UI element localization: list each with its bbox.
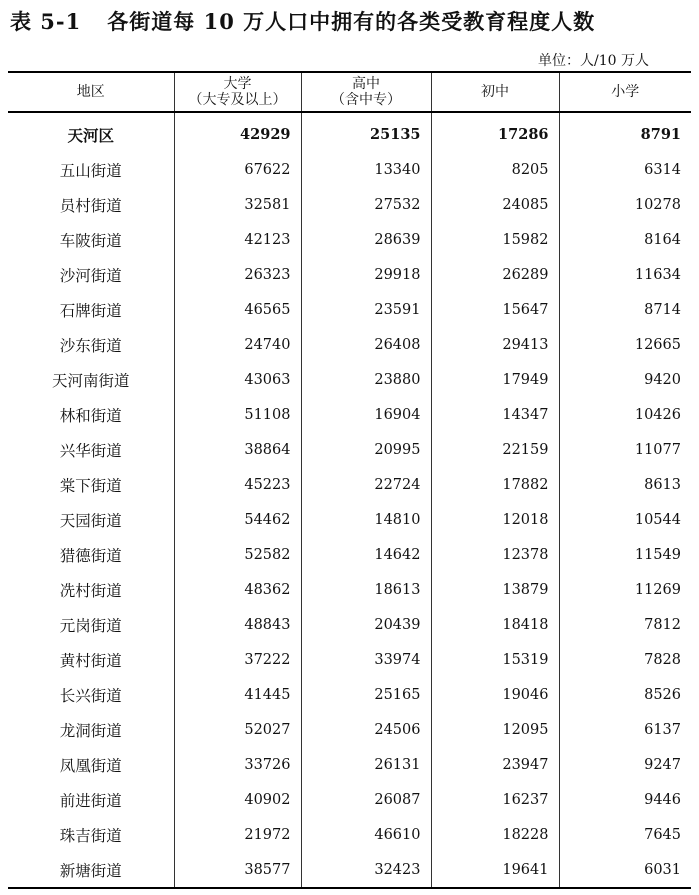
table-row [8, 257, 691, 292]
value-cell: 25165 [301, 677, 431, 712]
table-row [8, 327, 691, 362]
region-cell: 石牌街道 [59, 301, 122, 320]
value-cell: 33974 [301, 642, 431, 677]
value-cell: 16904 [301, 397, 431, 432]
value-cell: 32423 [301, 852, 431, 888]
value-cell: 14642 [301, 537, 431, 572]
value-cell: 54462 [174, 502, 301, 537]
value-cell: 43063 [174, 362, 301, 397]
region-cell: 员村街道 [59, 196, 122, 215]
value-cell: 20995 [301, 432, 431, 467]
value-cell: 32581 [174, 187, 301, 222]
value-cell: 10426 [559, 397, 691, 432]
region-cell: 天河南街道 [51, 371, 130, 390]
value-cell: 8526 [559, 677, 691, 712]
value-cell: 11269 [559, 572, 691, 607]
region-cell: 新塘街道 [8, 852, 174, 888]
value-cell: 46565 [174, 292, 301, 327]
value-cell: 6137 [559, 712, 691, 747]
region-cell: 沙东街道 [59, 336, 122, 355]
table-row [8, 502, 691, 537]
table-row [8, 397, 691, 432]
value-cell: 6314 [559, 152, 691, 187]
region-cell: 冼村街道 [59, 581, 122, 600]
value-cell: 41445 [174, 677, 301, 712]
value-cell: 18418 [431, 607, 559, 642]
value-cell: 11077 [559, 432, 691, 467]
table-row [8, 222, 691, 257]
education-table [8, 71, 691, 889]
value-cell: 9247 [559, 747, 691, 782]
region-cell: 前进街道 [59, 791, 122, 810]
unit-label: 单位：人/10 万人 [538, 53, 649, 69]
value-cell: 45223 [174, 467, 301, 502]
table-row [8, 782, 691, 817]
value-cell: 7828 [559, 642, 691, 677]
value-cell: 9446 [559, 782, 691, 817]
value-cell: 8613 [559, 467, 691, 502]
value-cell: 26087 [301, 782, 431, 817]
value-cell: 48843 [174, 607, 301, 642]
value-cell: 8164 [559, 222, 691, 257]
value-cell: 52027 [174, 712, 301, 747]
header-row [8, 72, 691, 112]
table-title [10, 6, 595, 36]
value-cell: 20439 [301, 607, 431, 642]
table-row [8, 607, 691, 642]
value-cell: 18228 [431, 817, 559, 852]
table-row [8, 432, 691, 467]
value-cell: 7645 [559, 817, 691, 852]
header-highschool-line2: （含中专） [331, 92, 401, 108]
table-title-text: 各街道每 10 万人口中拥有的各类受教育程度人数 [107, 9, 596, 34]
region-cell: 沙河街道 [59, 266, 122, 285]
value-cell: 28639 [301, 222, 431, 257]
value-cell: 26131 [301, 747, 431, 782]
region-cell: 天河区 [67, 125, 114, 145]
table-row [8, 747, 691, 782]
value-cell: 18613 [301, 572, 431, 607]
table-row [8, 817, 691, 852]
value-cell: 21972 [174, 817, 301, 852]
table-body [8, 112, 691, 888]
header-university [174, 72, 301, 112]
value-cell: 40902 [174, 782, 301, 817]
header-highschool [301, 72, 431, 112]
table-row [8, 712, 691, 747]
value-cell: 14810 [301, 502, 431, 537]
region-cell: 长兴街道 [59, 686, 122, 705]
header-university-line2: （大专及以上） [188, 92, 287, 108]
value-cell: 10278 [559, 187, 691, 222]
value-cell: 33726 [174, 747, 301, 782]
value-cell: 17882 [431, 467, 559, 502]
value-cell: 8205 [431, 152, 559, 187]
table-row [8, 852, 691, 888]
region-cell: 天园街道 [59, 511, 122, 530]
value-cell: 8714 [559, 292, 691, 327]
value-cell: 15982 [431, 222, 559, 257]
value-cell: 25135 [301, 112, 431, 152]
value-cell: 52582 [174, 537, 301, 572]
value-cell: 38577 [174, 852, 301, 888]
region-cell: 凤凰街道 [59, 756, 122, 775]
value-cell: 48362 [174, 572, 301, 607]
value-cell: 22159 [431, 432, 559, 467]
value-cell: 15647 [431, 292, 559, 327]
header-juniorhigh: 初中 [431, 72, 559, 112]
value-cell: 42123 [174, 222, 301, 257]
table-row [8, 642, 691, 677]
value-cell: 19046 [431, 677, 559, 712]
value-cell: 26408 [301, 327, 431, 362]
value-cell: 12665 [559, 327, 691, 362]
region-cell: 猎德街道 [59, 546, 122, 565]
value-cell: 6031 [559, 852, 691, 888]
value-cell: 13879 [431, 572, 559, 607]
value-cell: 8791 [559, 112, 691, 152]
region-cell: 车陂街道 [59, 231, 122, 250]
table-row [8, 537, 691, 572]
value-cell: 17949 [431, 362, 559, 397]
table-row [8, 362, 691, 397]
value-cell: 17286 [431, 112, 559, 152]
value-cell: 22724 [301, 467, 431, 502]
value-cell: 67622 [174, 152, 301, 187]
value-cell: 9420 [559, 362, 691, 397]
value-cell: 26323 [174, 257, 301, 292]
value-cell: 29413 [431, 327, 559, 362]
value-cell: 15319 [431, 642, 559, 677]
region-cell: 元岗街道 [59, 616, 122, 635]
header-primary: 小学 [559, 72, 691, 112]
header-highschool-line1: 高中 [352, 76, 380, 92]
value-cell: 19641 [431, 852, 559, 888]
value-cell: 24506 [301, 712, 431, 747]
value-cell: 12095 [431, 712, 559, 747]
region-cell: 黄村街道 [59, 651, 122, 670]
value-cell: 13340 [301, 152, 431, 187]
table-row [8, 677, 691, 712]
value-cell: 11634 [559, 257, 691, 292]
table-row [8, 152, 691, 187]
value-cell: 37222 [174, 642, 301, 677]
value-cell: 14347 [431, 397, 559, 432]
value-cell: 46610 [301, 817, 431, 852]
table-row [8, 572, 691, 607]
region-cell: 棠下街道 [59, 476, 122, 495]
value-cell: 7812 [559, 607, 691, 642]
region-cell: 珠吉街道 [59, 826, 122, 845]
value-cell: 42929 [174, 112, 301, 152]
region-cell: 兴华街道 [59, 441, 122, 460]
value-cell: 38864 [174, 432, 301, 467]
table-row [8, 467, 691, 502]
value-cell: 16237 [431, 782, 559, 817]
value-cell: 23591 [301, 292, 431, 327]
region-cell: 龙洞街道 [59, 721, 122, 740]
value-cell: 10544 [559, 502, 691, 537]
region-cell: 林和街道 [59, 406, 122, 425]
table-row [8, 292, 691, 327]
value-cell: 26289 [431, 257, 559, 292]
table-row [8, 187, 691, 222]
value-cell: 11549 [559, 537, 691, 572]
value-cell: 12018 [431, 502, 559, 537]
header-university-line1: 大学 [223, 76, 252, 92]
table-row-total [8, 112, 691, 152]
value-cell: 27532 [301, 187, 431, 222]
value-cell: 23880 [301, 362, 431, 397]
table-number: 表 5-1 [10, 9, 82, 34]
header-region: 地区 [8, 72, 174, 112]
value-cell: 12378 [431, 537, 559, 572]
value-cell: 51108 [174, 397, 301, 432]
value-cell: 29918 [301, 257, 431, 292]
value-cell: 24085 [431, 187, 559, 222]
region-cell: 五山街道 [59, 161, 122, 180]
value-cell: 24740 [174, 327, 301, 362]
value-cell: 23947 [431, 747, 559, 782]
